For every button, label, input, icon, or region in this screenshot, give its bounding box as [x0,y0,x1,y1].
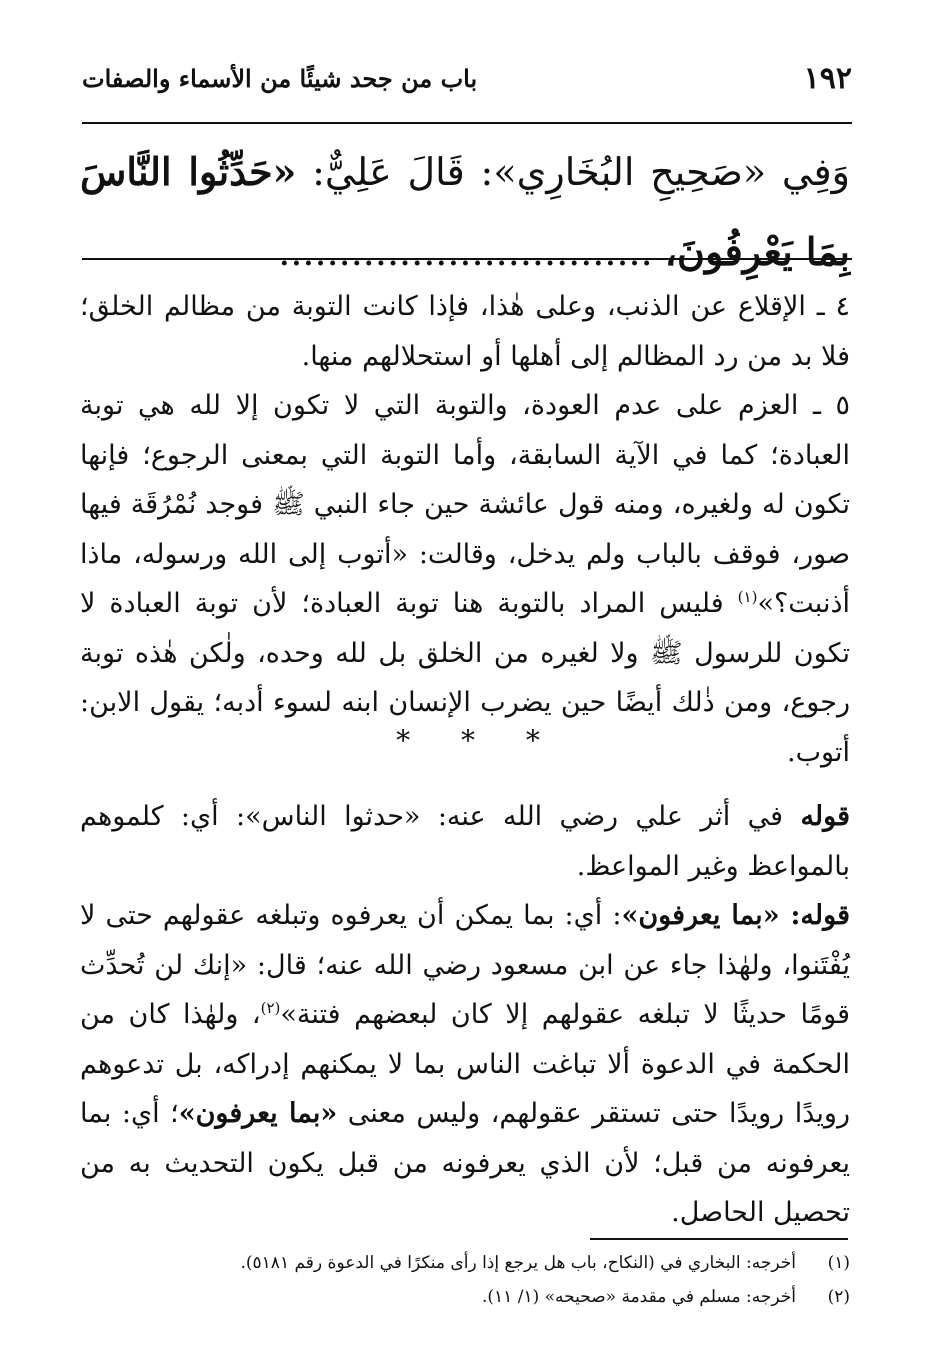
paragraph-qawluhu-2-text-c: ؛ أي: بما يعرفونه من قبل؛ لأن الذي يعرفونه من قبل يكون التحديث به من تحصيل الحاصل. [80,1098,850,1228]
paragraph-qawluhu-1-text: في أثر علي رضي الله عنه: «حدثوا الناس»: أي: كلموهم بالمواعظ وغير المواعظ. [80,801,850,882]
header-rule [82,122,852,124]
lead-word-1: قوله [800,801,850,832]
section-separator: * * * [396,724,548,757]
page-number: ١٩٢ [803,60,852,96]
footnote-text: أخرجه: البخاري في (النكاح، باب هل يرجع إذا رأى منكرًا في الدعوة رقم ٥١٨١). [240,1253,796,1273]
footnote-rule [590,1238,848,1240]
matn-text [80,132,850,292]
lead-word-2: قوله: «بما يعرفون» [621,900,850,931]
paragraph-qawluhu-2 [80,891,850,1238]
footnote-2 [80,1280,850,1314]
footnotes [80,1246,850,1314]
paragraph-qawluhu-2-text-a: : أي: بما يمكن أن يعرفوه وتبلغه عقولهم حتى لا يُفْتَنوا، ولهٰذا جاء عن ابن مسعود رضي الله عنه؛ قال: «إنك لن تُحدِّث قومًا حديثًا لا تبلغه عقولهم إلا كان لبعضهم فتنة» [80,900,850,1030]
footnote-1 [80,1246,850,1280]
matn-intro: وَفِي «صَحِيحِ البُخَارِي»: قَالَ عَلِيٌّ: [312,150,851,194]
paragraph-qawluhu-2-text-b: ، ولهٰذا كان من الحكمة في الدعوة ألا تباغت الناس بما لا يمكنهم إدراكه، بل تدعوهم رويدًا رويدًا حتى تستقر عقولهم، وليس معنى [80,999,850,1129]
footnote-number: (٢) [827,1287,850,1307]
bold-phrase: «بما يعرفون» [178,1098,338,1129]
footnote-text: أخرجه: مسلم في مقدمة «صحيحه» (١/ ١١). [482,1287,796,1307]
matn-quote: «حَدِّثُوا النَّاسَ بِمَا يَعْرِفُونَ، [80,149,850,274]
page-header [82,56,852,100]
commentary-section-1 [80,282,850,777]
footnote-ref-1: (١) [737,588,758,606]
footnote-ref-2: (٢) [260,999,281,1017]
matn-rule [82,258,852,260]
paragraph-qawluhu-1 [80,792,850,891]
footnote-number: (١) [827,1253,850,1273]
paragraph-point-4: ٤ ـ الإقلاع عن الذنب، وعلى هٰذا، فإذا كانت التوبة من مظالم الخلق؛ فلا بد من رد المظالم إلى أهلها أو استحلالهم منها. [80,291,850,372]
paragraph-point-5-tail: فليس المراد بالتوبة هنا توبة العبادة؛ لأن توبة العبادة لا تكون للرسول ﷺ ولا لغيره من الخلق بل لله وحده، ولٰكن هٰذه توبة رجوع، ومن ذٰلك أيضًا حين يضرب الإنسان ابنه لسوء أدبه؛ يقول الابن: أتوب. [80,588,850,768]
running-title: باب من جحد شيئًا من الأسماء والصفات [82,63,478,93]
paragraph-point-5 [80,381,850,777]
commentary-section-2 [80,792,850,1238]
matn-ellipsis: ............................... [278,230,653,274]
paragraph-point-5-main: ٥ ـ العزم على عدم العودة، والتوبة التي لا تكون إلا لله هي توبة العبادة؛ كما في الآية السابقة، وأما التوبة التي بمعنى الرجوع؛ فإنها تكون له ولغيره، ومنه قول عائشة حين جاء النبي ﷺ فوجد نُمْرُقَة فيها صور، فوقف بالباب ولم يدخل، وقالت: «أتوب إلى الله ورسوله، ماذا أذنبت؟» [80,390,850,619]
